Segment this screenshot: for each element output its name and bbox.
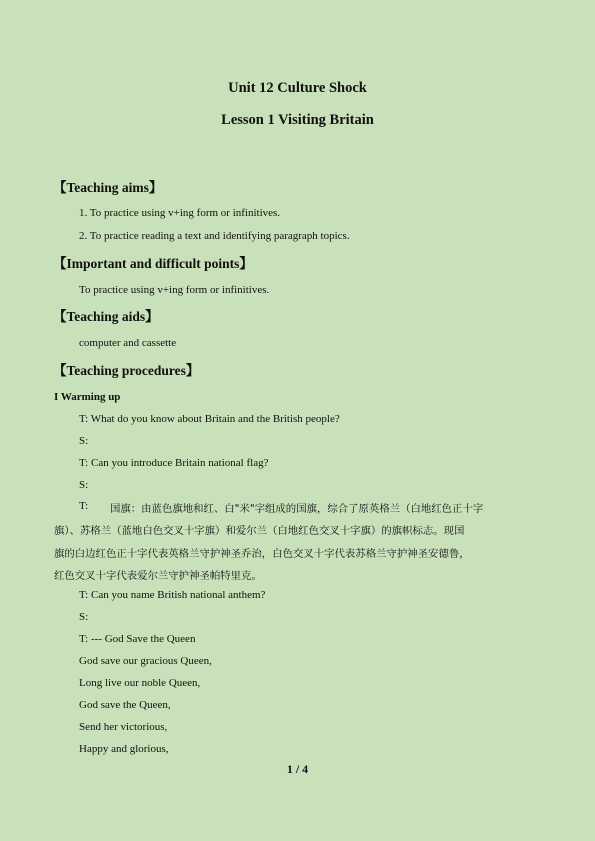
flag-description-line: 旗的白边红色正十字代表英格兰守护神圣乔治，白色交叉十字代表苏格兰守护神圣安德鲁， [54, 548, 470, 560]
flag-description-line: 国旗：由蓝色旗地和红、白"米"字组成的国旗，综合了原英格兰（白地红色正十字 [110, 503, 484, 515]
section-heading-aims: 【Teaching aims】 [53, 180, 163, 195]
dialogue-line: S: [79, 435, 89, 447]
section-heading-procedures: 【Teaching procedures】 [53, 363, 200, 378]
anthem-line: Happy and glorious, [79, 743, 169, 755]
anthem-line: Send her victorious, [79, 721, 168, 733]
page-number: 1 / 4 [286, 762, 309, 776]
page-title: Unit 12 Culture Shock [228, 80, 367, 96]
flag-description-line: 红色交叉十字代表爱尔兰守护神圣帕特里克。 [54, 570, 262, 582]
aims-item-2: 2. To practice reading a text and identifying paragraph topics. [79, 230, 350, 242]
anthem-line: God save the Queen, [79, 699, 171, 711]
dialogue-line: T: What do you know about Britain and the British people? [79, 413, 340, 425]
anthem-line: Long live our noble Queen, [79, 677, 201, 689]
warming-up-heading: I Warming up [54, 391, 121, 403]
section-heading-aids: 【Teaching aids】 [53, 309, 159, 324]
page-subtitle: Lesson 1 Visiting Britain [221, 112, 374, 128]
anthem-line: T: --- God Save the Queen [79, 633, 196, 645]
anthem-line: S: [79, 611, 89, 623]
section-heading-points: 【Important and difficult points】 [53, 256, 253, 271]
points-text: To practice using v+ing form or infinitives. [79, 284, 270, 296]
anthem-line: God save our gracious Queen, [79, 655, 212, 667]
aids-text: computer and cassette [79, 337, 177, 349]
dialogue-line: T: Can you introduce Britain national flag? [79, 457, 269, 469]
anthem-line: T: Can you name British national anthem? [79, 589, 266, 601]
aims-item-1: 1. To practice using v+ing form or infinitives. [79, 207, 281, 219]
flag-prefix: T: [79, 500, 89, 512]
flag-description-line: 旗）、苏格兰（蓝地白色交叉十字旗）和爱尔兰（白地红色交叉十字旗）的旗帜标志。现国 [54, 525, 465, 537]
dialogue-line: S: [79, 479, 89, 491]
